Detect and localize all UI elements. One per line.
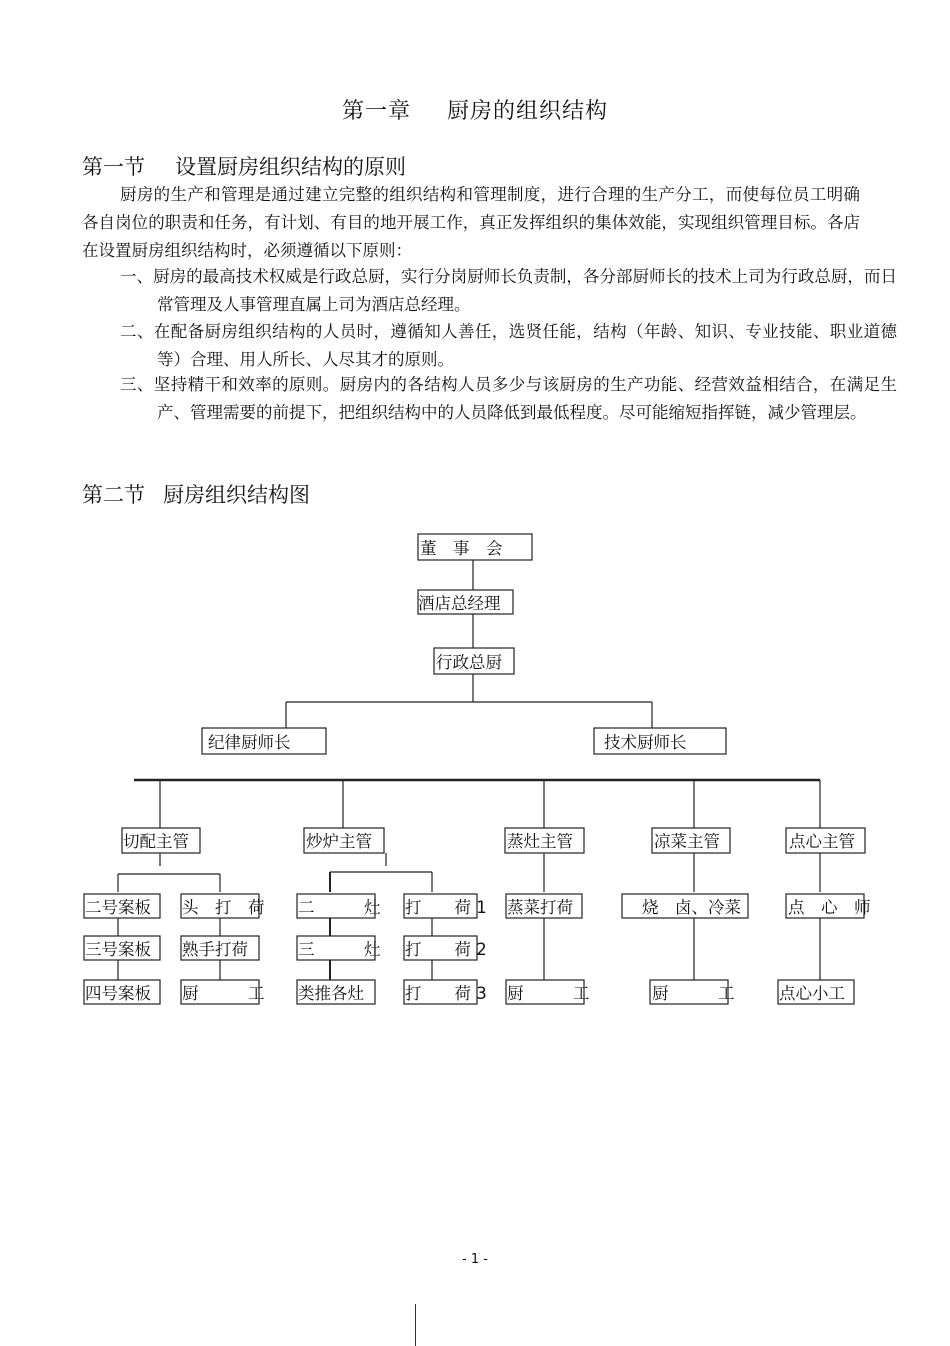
org-stove-2: 二 灶 bbox=[298, 898, 381, 917]
org-supervisor-cutting: 切配主管 bbox=[123, 832, 189, 851]
page-number: - 1 - bbox=[462, 1252, 488, 1267]
org-supervisor-pastry: 点心主管 bbox=[789, 832, 855, 851]
org-supervisor-stove: 炒炉主管 bbox=[306, 832, 372, 851]
section2-title: 厨房组织结构图 bbox=[163, 483, 310, 507]
principle-3: 三、坚持精干和效率的原则。厨房内的各结构人员多少与该厨房的生产功能、经营效益相结合，在满足生产、管理需要的前提下，把组织结构中的人员降低到最低程度。尽可能缩短指挥链，减少管理层。 bbox=[120, 375, 897, 422]
org-technical-chef: 技术厨师长 bbox=[604, 733, 687, 752]
org-garnish-2: 打 荷 2 bbox=[405, 940, 487, 959]
org-stove-others: 类推各灶 bbox=[298, 984, 364, 1003]
section1-number: 第一节 bbox=[82, 155, 145, 179]
org-board: 董 事 会 bbox=[420, 539, 503, 558]
org-pastry-chef: 点 心 师 bbox=[788, 898, 871, 917]
margin-line bbox=[415, 1304, 416, 1346]
chapter-title: 厨房的组织结构 bbox=[447, 99, 609, 124]
principle-1: 一、厨房的最高技术权威是行政总厨，实行分岗厨师长负责制，各分部厨师长的技术上司为行政总厨，而日常管理及人事管理直属上司为酒店总经理。 bbox=[120, 267, 897, 314]
org-supervisor-steam: 蒸灶主管 bbox=[507, 832, 573, 851]
org-kitchen-worker-2: 厨 工 bbox=[507, 984, 590, 1003]
org-pastry-helper: 点心小工 bbox=[779, 984, 845, 1003]
org-cutting-board-3: 三号案板 bbox=[85, 940, 151, 959]
org-cutting-board-4: 四号案板 bbox=[85, 984, 151, 1003]
org-steam-garnish: 蒸菜打荷 bbox=[507, 898, 573, 917]
principle-2: 二、在配备厨房组织结构的人员时，遵循知人善任，选贤任能，结构（年龄、知识、专业技能、职业道德等）合理、用人所长、人尽其才的原则。 bbox=[120, 322, 897, 369]
chapter-number: 第一章 bbox=[341, 99, 411, 124]
org-head-garnish: 头 打 荷 bbox=[182, 898, 265, 917]
org-garnish-3: 打 荷 3 bbox=[405, 984, 487, 1003]
org-garnish-1: 打 荷 1 bbox=[405, 898, 487, 917]
section1-intro: 厨房的生产和管理是通过建立完整的组织结构和管理制度，进行合理的生产分工，而使每位员工明确各自岗位的职责和任务，有计划、有目的地开展工作，真正发挥组织的集体效能，实现组织管理目标。各店在设置厨房组织结构时，必须遵循以下原则： bbox=[82, 185, 860, 260]
org-discipline-chef: 纪律厨师长 bbox=[208, 733, 291, 752]
section1-title: 设置厨房组织结构的原则 bbox=[175, 155, 406, 179]
org-stove-3: 三 灶 bbox=[298, 940, 381, 959]
org-skilled-garnish: 熟手打荷 bbox=[182, 940, 248, 959]
org-kitchen-worker-1: 厨 工 bbox=[182, 984, 265, 1003]
section2-number: 第二节 bbox=[82, 483, 145, 507]
org-supervisor-cold: 凉菜主管 bbox=[654, 832, 720, 851]
org-roast-cold: 烧 卤、冷菜 bbox=[642, 898, 741, 917]
org-general-manager: 酒店总经理 bbox=[418, 594, 501, 613]
org-executive-chef: 行政总厨 bbox=[436, 653, 502, 672]
org-kitchen-worker-3: 厨 工 bbox=[652, 984, 735, 1003]
org-cutting-board-2: 二号案板 bbox=[85, 898, 151, 917]
